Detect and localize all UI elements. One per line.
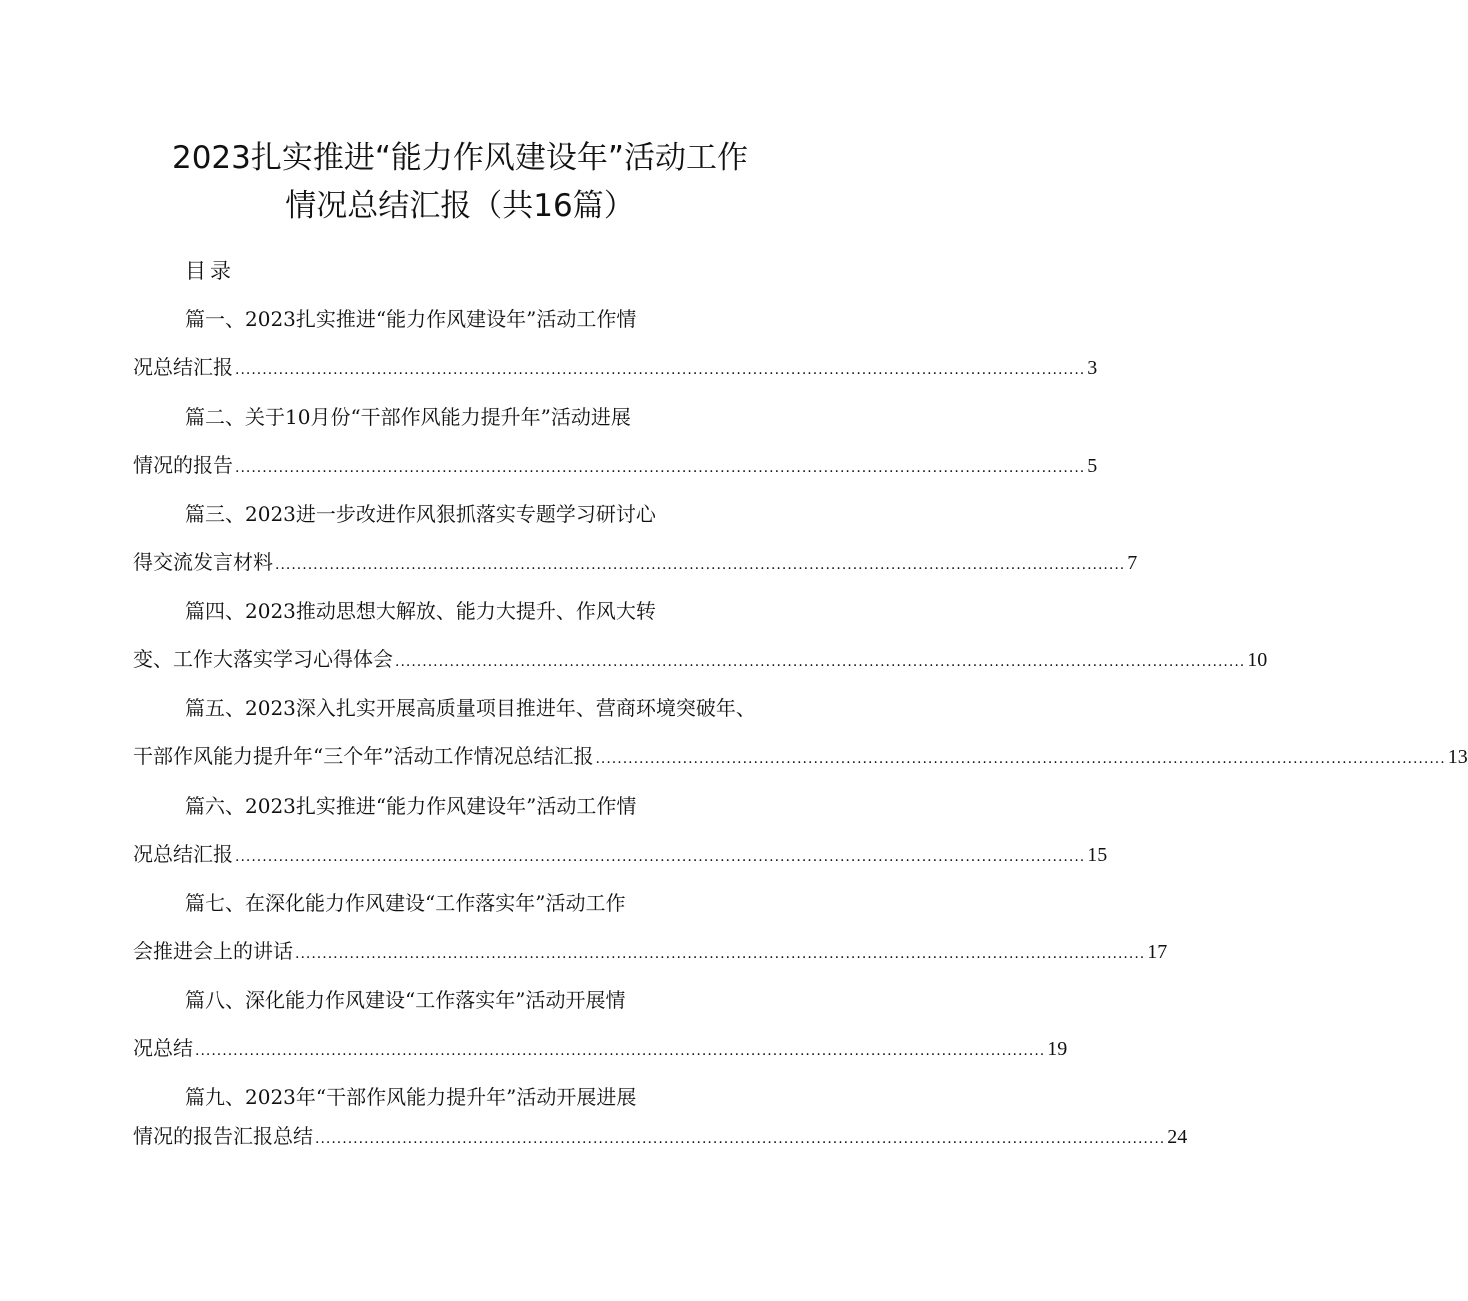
- toc-entry-9-page: 24: [1167, 1126, 1188, 1148]
- toc-entry-6-continuation[interactable]: [133, 841, 1108, 867]
- toc-entry-4-page: 10: [1247, 649, 1268, 671]
- toc-entry-4-text: 变、工作大落实学习心得体会: [133, 647, 393, 671]
- dot-leader: ............................................................................................................................................................: [235, 460, 1086, 476]
- toc-entry-1-title[interactable]: 篇一、2023扎实推进“能力作风建设年”活动工作情: [185, 307, 637, 331]
- toc-entry-6-page: 15: [1087, 844, 1108, 866]
- dot-leader: ............................................................................................................................................................: [275, 557, 1126, 573]
- toc-entry-2-page: 5: [1087, 455, 1098, 477]
- dot-leader: ............................................................................................................................................................: [315, 1131, 1166, 1147]
- toc-entry-8-title[interactable]: 篇八、深化能力作风建设“工作落实年”活动开展情: [185, 988, 626, 1012]
- toc-entry-3-text: 得交流发言材料: [133, 550, 273, 574]
- toc-entry-3-continuation[interactable]: [133, 549, 1138, 575]
- toc-entry-5-continuation[interactable]: [133, 743, 1468, 769]
- toc-entry-6-title[interactable]: 篇六、2023扎实推进“能力作风建设年”活动工作情: [185, 794, 637, 818]
- toc-entry-8-page: 19: [1047, 1038, 1068, 1060]
- toc-entry-2-continuation[interactable]: [133, 452, 1098, 478]
- toc-entry-8-text: 况总结: [133, 1036, 193, 1060]
- toc-entry-9-text: 情况的报告汇报总结: [133, 1124, 313, 1148]
- toc-entry-6-text: 况总结汇报: [133, 842, 233, 866]
- toc-heading: 目录: [185, 259, 235, 283]
- toc-entry-2-text: 情况的报告: [133, 453, 233, 477]
- toc-entry-1-continuation[interactable]: [133, 354, 1098, 380]
- toc-entry-5-page: 13: [1447, 746, 1468, 768]
- toc-entry-9-title[interactable]: 篇九、2023年“干部作风能力提升年”活动开展进展: [185, 1085, 637, 1109]
- toc-entry-1-text: 况总结汇报: [133, 355, 233, 379]
- toc-entry-7-continuation[interactable]: [133, 938, 1168, 964]
- toc-entry-3-page: 7: [1127, 552, 1138, 574]
- document-title-line-1: 2023扎实推进“能力作风建设年”活动工作: [171, 140, 748, 176]
- dot-leader: ............................................................................................................................................................: [295, 946, 1146, 962]
- toc-entry-8-continuation[interactable]: [133, 1035, 1068, 1061]
- toc-entry-7-page: 17: [1147, 941, 1168, 963]
- dot-leader: ............................................................................................................................................................: [235, 849, 1086, 865]
- toc-entry-7-text: 会推进会上的讲话: [133, 939, 293, 963]
- toc-entry-1-page: 3: [1087, 357, 1098, 379]
- document-title-line-2: 情况总结汇报（共16篇）: [285, 188, 635, 224]
- dot-leader: ............................................................................................................................................................: [395, 654, 1246, 670]
- toc-entry-7-title[interactable]: 篇七、在深化能力作风建设“工作落实年”活动工作: [185, 891, 626, 915]
- toc-entry-4-title[interactable]: 篇四、2023推动思想大解放、能力大提升、作风大转: [185, 599, 656, 623]
- dot-leader: ............................................................................................................................................................: [195, 1043, 1046, 1059]
- toc-entry-3-title[interactable]: 篇三、2023进一步改进作风狠抓落实专题学习研讨心: [185, 502, 656, 526]
- toc-entry-5-title[interactable]: 篇五、2023深入扎实开展高质量项目推进年、营商环境突破年、: [185, 696, 756, 720]
- toc-entry-4-continuation[interactable]: [133, 646, 1268, 672]
- toc-entry-2-title[interactable]: 篇二、关于10月份“干部作风能力提升年”活动进展: [185, 405, 631, 429]
- toc-entry-5-text: 干部作风能力提升年“三个年”活动工作情况总结汇报: [133, 744, 594, 768]
- toc-entry-9-continuation[interactable]: [133, 1123, 1188, 1149]
- dot-leader: ............................................................................................................................................................: [595, 751, 1446, 767]
- dot-leader: ............................................................................................................................................................: [235, 362, 1086, 378]
